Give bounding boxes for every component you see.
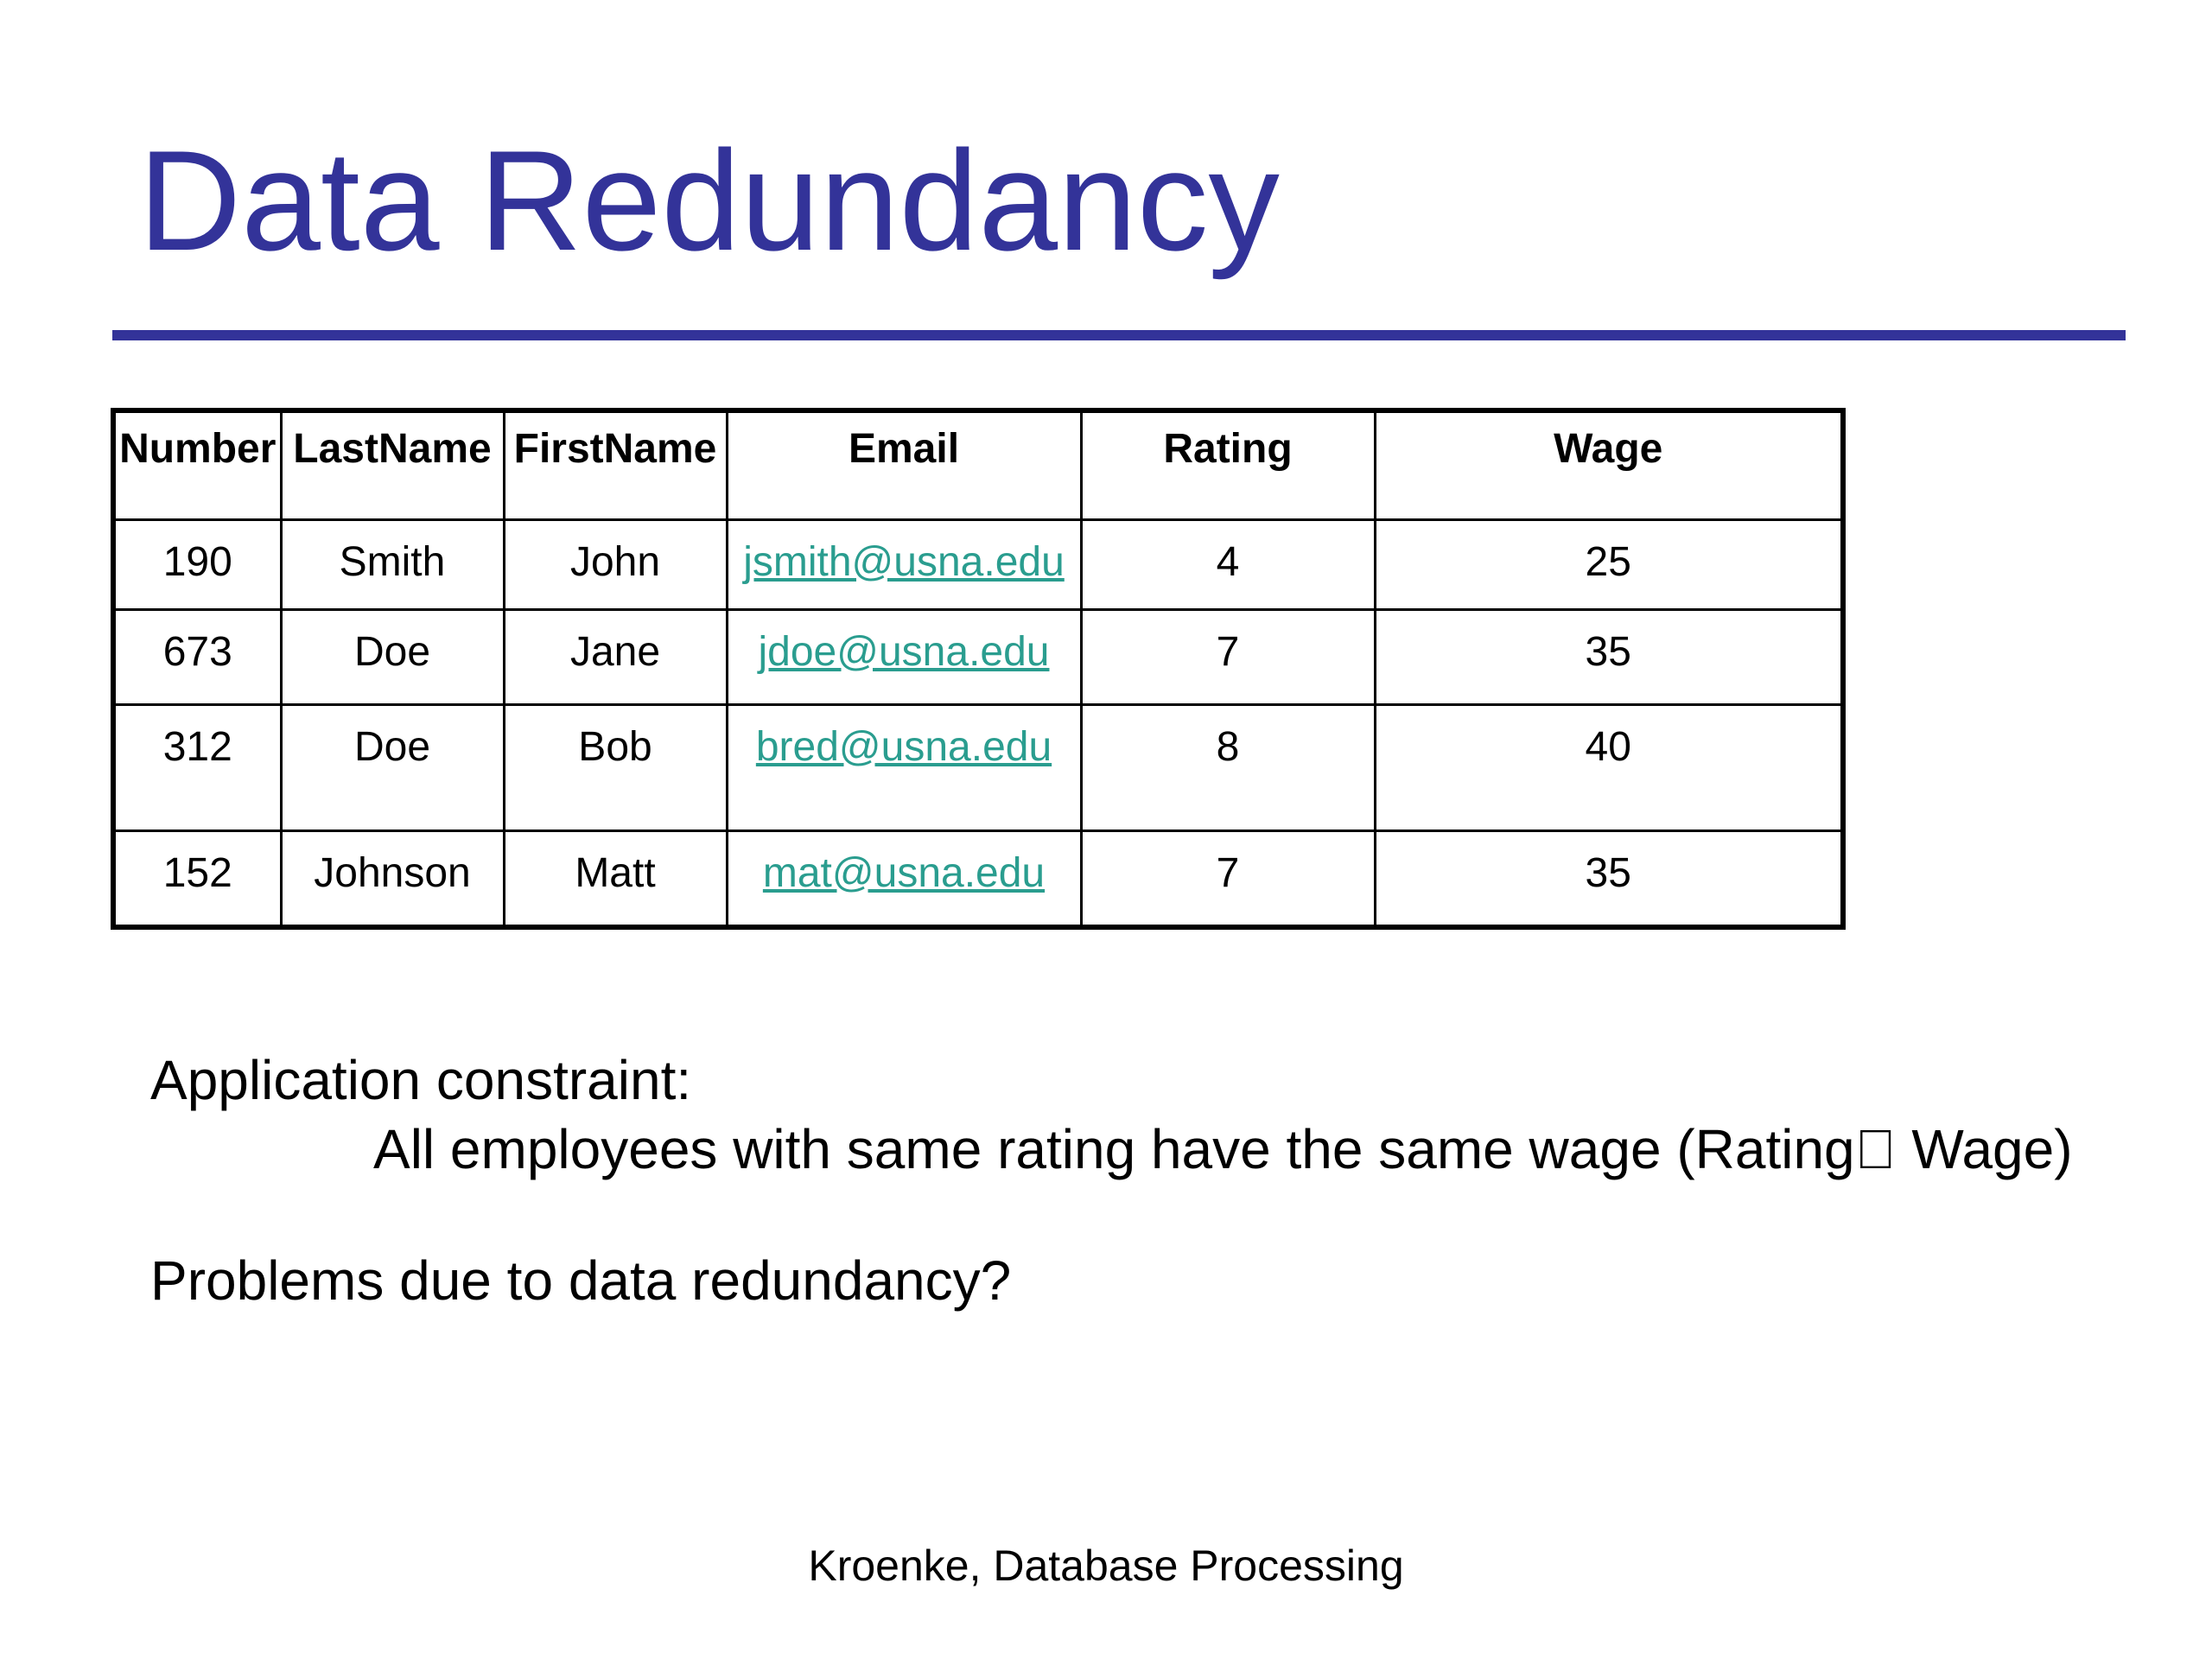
title-divider [112,330,2126,340]
header-number: Number [113,410,281,519]
table-row [113,830,1843,927]
cell-firstname: Bob [504,704,727,830]
cell-wage: 35 [1375,609,1843,704]
cell-rating: 7 [1081,609,1375,704]
table-header-row [113,410,1843,519]
cell-firstname: Matt [504,830,727,927]
cell-number: 152 [113,830,281,927]
cell-firstname: Jane [504,609,727,704]
header-rating: Rating [1081,410,1375,519]
cell-rating: 8 [1081,704,1375,830]
cell-wage: 25 [1375,519,1843,609]
cell-lastname: Smith [281,519,504,609]
email-link[interactable]: mat@usna.edu [762,849,1046,896]
cell-wage: 35 [1375,830,1843,927]
cell-email [727,830,1081,927]
table-row [113,609,1843,704]
cell-firstname: John [504,519,727,609]
cell-number: 190 [113,519,281,609]
slide-title: Data Redundancy [138,121,1280,280]
cell-email [727,704,1081,830]
cell-lastname: Doe [281,609,504,704]
constraint-label: Application constraint: [150,1049,692,1111]
email-link[interactable]: bred@usna.edu [755,723,1052,770]
email-link[interactable]: jdoe@usna.edu [758,628,1050,675]
footer-citation: Kroenke, Database Processing [808,1541,1404,1590]
table-row [113,519,1843,609]
cell-number: 673 [113,609,281,704]
cell-email [727,519,1081,609]
cell-wage: 40 [1375,704,1843,830]
question-text: Problems due to data redundancy? [150,1249,1012,1312]
cell-lastname: Doe [281,704,504,830]
cell-rating: 4 [1081,519,1375,609]
header-firstname: FirstName [504,410,727,519]
header-email: Email [727,410,1081,519]
header-lastname: LastName [281,410,504,519]
email-link[interactable]: jsmith@usna.edu [743,538,1065,585]
employee-table [111,408,1846,930]
constraint-text: All employees with same rating have the same wage (Rating Wage) [373,1118,2031,1180]
cell-lastname: Johnson [281,830,504,927]
cell-email [727,609,1081,704]
cell-rating: 7 [1081,830,1375,927]
cell-number: 312 [113,704,281,830]
header-wage: Wage [1375,410,1843,519]
table-row [113,704,1843,830]
